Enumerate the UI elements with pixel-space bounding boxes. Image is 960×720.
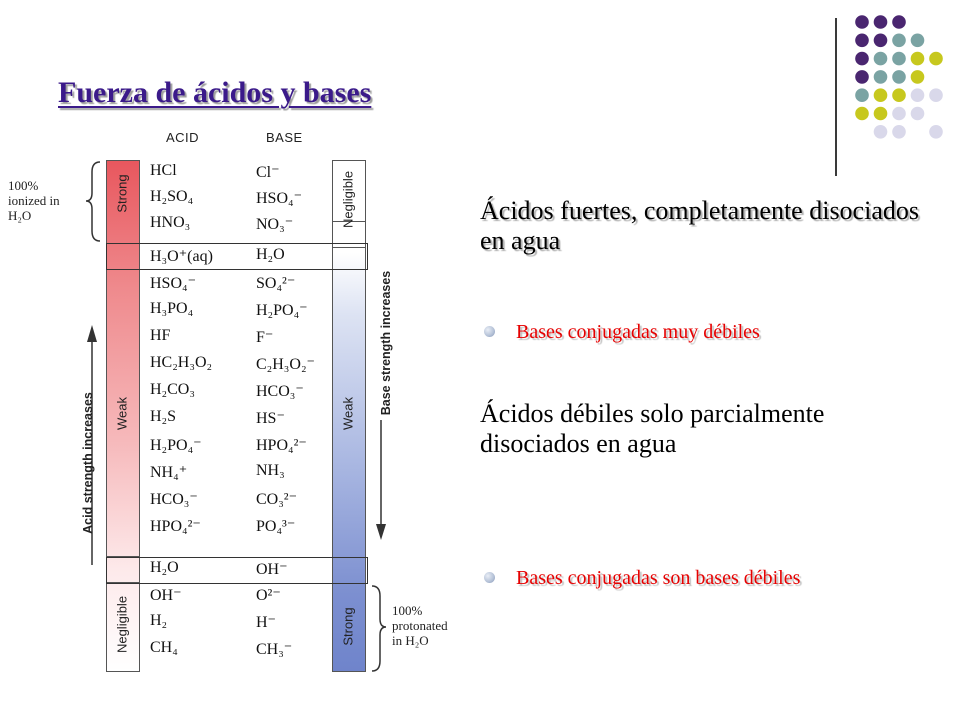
base-cell: HCO₃⁻ <box>256 383 304 400</box>
acid-cell: HC₂H₃O₂ <box>150 354 213 371</box>
decorative-dot <box>892 88 906 102</box>
acid-column-header: ACID <box>166 130 200 145</box>
base-cell: H₂O <box>256 246 285 263</box>
base-cell: NO₃⁻ <box>256 216 294 233</box>
base-cell: F⁻ <box>256 329 274 346</box>
decorative-dot <box>855 52 869 66</box>
base-strength-axis-label: Base strength increases <box>379 270 393 416</box>
acid-cell: HSO₄⁻ <box>150 275 197 292</box>
decorative-dot <box>874 70 888 84</box>
decorative-dot <box>892 15 906 29</box>
ionized-note: 100% ionized in H₂O <box>8 178 60 223</box>
acid-strong-label: Strong <box>114 174 130 213</box>
decorative-dot <box>855 15 869 29</box>
base-cell: O²⁻ <box>256 587 281 604</box>
base-column-header: BASE <box>266 130 303 145</box>
base-weak-label: Weak <box>340 397 356 430</box>
decorative-dot <box>929 52 943 66</box>
base-cell: OH⁻ <box>256 561 288 578</box>
decorative-dot <box>874 52 888 66</box>
acid-cell: H₂ <box>150 612 168 629</box>
acid-cell: HCO₃⁻ <box>150 491 198 508</box>
decorative-dot <box>874 107 888 121</box>
decorative-dot <box>874 88 888 102</box>
decorative-dot <box>911 70 925 84</box>
acid-cell: H₃O⁺(aq) <box>150 248 213 265</box>
base-cell: H⁻ <box>256 614 276 631</box>
strong-bullet-text: Bases conjugadas muy débiles <box>516 321 760 343</box>
acid-strength-axis-label: Acid strength increases <box>81 392 95 534</box>
base-cell: NH₃ <box>256 462 285 479</box>
base-cell: H₂PO₄⁻ <box>256 302 308 319</box>
slide-title: Fuerza de ácidos y bases <box>58 76 372 109</box>
acid-cell: HNO₃ <box>150 214 191 231</box>
acid-weak-label: Weak <box>114 397 130 430</box>
base-strong-label: Strong <box>340 607 356 646</box>
acid-cell: H₃PO₄ <box>150 300 194 317</box>
base-cell: CO₃²⁻ <box>256 491 298 508</box>
weak-acids-heading: Ácidos débiles solo parcialmente disociados en agua <box>480 399 825 458</box>
base-cell: HSO₄⁻ <box>256 190 303 207</box>
acid-cell: HPO₄²⁻ <box>150 518 201 535</box>
decorative-dot <box>892 52 906 66</box>
decorative-dot <box>892 107 906 121</box>
acid-negligible-label: Negligible <box>114 595 130 654</box>
acid-cell: CH₄ <box>150 639 178 656</box>
decorative-vertical-line <box>835 18 837 176</box>
decorative-dot <box>855 34 869 48</box>
acid-cell: OH⁻ <box>150 587 182 604</box>
base-negligible-label: Negligible <box>340 170 356 229</box>
decorative-dot <box>929 125 943 139</box>
decorative-dot <box>911 34 925 48</box>
acid-cell: HF <box>150 327 171 344</box>
acid-cell: H₂S <box>150 408 177 425</box>
decorative-dot <box>855 88 869 102</box>
decorative-dot <box>911 52 925 66</box>
weak-bullet-text: Bases conjugadas son bases débiles <box>516 567 801 589</box>
decorative-dot <box>855 107 869 121</box>
weak-bullet <box>484 567 904 589</box>
strong-bullet <box>484 321 924 343</box>
acid-cell: H₂O <box>150 559 179 576</box>
acid-cell: HCl <box>150 162 177 179</box>
decorative-dot <box>874 15 888 29</box>
bullet-dot-icon <box>484 326 495 337</box>
decorative-dot <box>874 34 888 48</box>
base-cell: HPO₄²⁻ <box>256 437 307 454</box>
acid-cell: H₂SO₄ <box>150 188 194 205</box>
acid-cell: H₂CO₃ <box>150 381 195 398</box>
decorative-dot <box>929 88 943 102</box>
decorative-dot <box>892 70 906 84</box>
acid-base-strength-table <box>0 120 470 700</box>
base-cell: SO₄²⁻ <box>256 275 296 292</box>
base-cell: HS⁻ <box>256 410 285 427</box>
base-cell: CH₃⁻ <box>256 641 293 658</box>
decorative-dot <box>874 125 888 139</box>
bullet-dot-icon <box>484 572 495 583</box>
decorative-dot <box>855 70 869 84</box>
acid-cell: H₂PO₄⁻ <box>150 437 202 454</box>
base-cell: C₂H₃O₂⁻ <box>256 356 315 373</box>
decorative-dot <box>892 125 906 139</box>
protonated-note: 100% protonated in H₂O <box>392 603 448 648</box>
acid-cell: NH₄⁺ <box>150 464 188 481</box>
base-cell: Cl⁻ <box>256 164 280 181</box>
decorative-dot <box>911 88 925 102</box>
decorative-dot <box>892 34 906 48</box>
decorative-dot <box>911 107 925 121</box>
strong-acids-heading: Ácidos fuertes, completamente disociados en agua <box>480 196 919 255</box>
base-cell: PO₄³⁻ <box>256 518 296 535</box>
